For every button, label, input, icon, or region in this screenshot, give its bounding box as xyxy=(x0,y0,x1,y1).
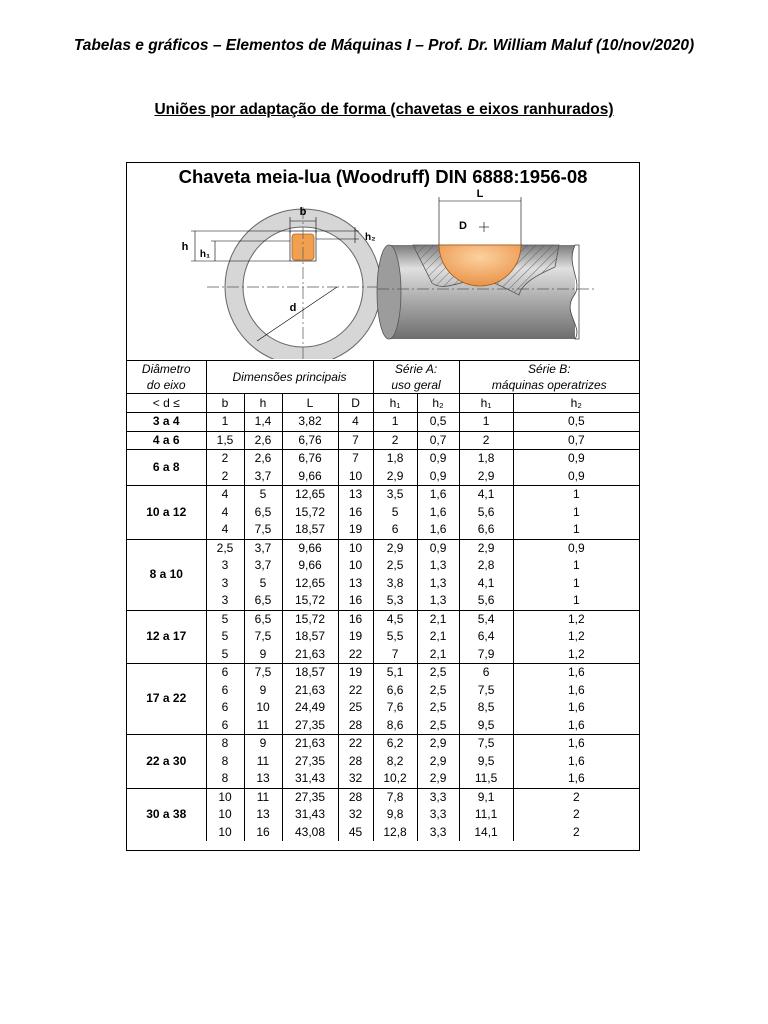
table-cell: 7,5 xyxy=(244,521,282,539)
diameter-range-cell: 4 a 6 xyxy=(152,432,180,447)
table-cell: 5 xyxy=(244,575,282,593)
table-cell: 9,66 xyxy=(282,539,338,557)
table-cell: 1,2 xyxy=(513,646,639,664)
table-cell: 1,3 xyxy=(417,557,459,575)
table-cell: 2 xyxy=(513,806,639,824)
table-cell: 24,49 xyxy=(282,699,338,717)
diameter-range-cell: 17 a 22 xyxy=(146,691,187,706)
table-cell: 28 xyxy=(338,788,373,806)
table-cell: 9 xyxy=(244,682,282,700)
table-cell: 18,57 xyxy=(282,664,338,682)
label-d: d xyxy=(289,302,297,314)
table-cell: 8 xyxy=(206,735,244,753)
diameter-range-cell: 6 a 8 xyxy=(152,459,180,474)
document-header: Tabelas e gráficos – Elementos de Máquinas I – Prof. Dr. William Maluf (10/nov/2020) xyxy=(73,37,695,54)
table-cell: 10 xyxy=(338,468,373,486)
table-cell: 5 xyxy=(373,504,417,522)
table-cell: 10 xyxy=(206,824,244,842)
table-cell: 1,6 xyxy=(417,504,459,522)
head-serie-a-line2: uso geral xyxy=(373,377,459,394)
table-cell: 5,1 xyxy=(373,664,417,682)
diameter-range-cell: 10 a 12 xyxy=(146,504,187,519)
table-cell: 45 xyxy=(338,824,373,842)
head-diameter-line2: do eixo xyxy=(146,378,186,392)
table-cell: 10 xyxy=(206,788,244,806)
table-cell: 7 xyxy=(338,431,373,450)
table-cell: 2,1 xyxy=(417,646,459,664)
table-cell: 11 xyxy=(244,717,282,735)
table-cell: 7,9 xyxy=(459,646,513,664)
table-cell: 31,43 xyxy=(282,806,338,824)
table-cell: 22 xyxy=(338,646,373,664)
diameter-range-cell: 30 a 38 xyxy=(146,807,187,821)
table-cell: 5,3 xyxy=(373,592,417,610)
table-cell: 9,1 xyxy=(459,788,513,806)
table-cell: 3,5 xyxy=(373,486,417,504)
table-cell: 0,5 xyxy=(513,413,639,432)
diameter-range-cell: 8 a 10 xyxy=(149,566,183,581)
table-cell: 1,6 xyxy=(513,664,639,682)
table-cell: 13 xyxy=(338,575,373,593)
table-cell: 9,5 xyxy=(459,753,513,771)
table-cell: 6 xyxy=(206,717,244,735)
table-cell: 7,8 xyxy=(373,788,417,806)
table-cell: 4,1 xyxy=(459,486,513,504)
table-cell: 27,35 xyxy=(282,788,338,806)
head-serie-b-line2: máquinas operatrizes xyxy=(459,377,639,394)
table-cell: 6,6 xyxy=(459,521,513,539)
symbol-cell: h₂ xyxy=(513,394,639,413)
table-cell: 13 xyxy=(244,770,282,788)
table-cell: 25 xyxy=(338,699,373,717)
table-cell: 16 xyxy=(244,824,282,842)
table-cell: 1,6 xyxy=(513,682,639,700)
symbol-cell: h₂ xyxy=(417,394,459,413)
table-cell: 4,5 xyxy=(373,610,417,628)
table-cell: 13 xyxy=(244,806,282,824)
table-cell: 4 xyxy=(338,413,373,432)
symbol-cell: L xyxy=(282,394,338,413)
table-cell: 8,2 xyxy=(373,753,417,771)
table-cell: 2,9 xyxy=(373,468,417,486)
table-cell: 7 xyxy=(338,450,373,468)
table-cell: 1 xyxy=(206,413,244,432)
table-cell: 3,3 xyxy=(417,824,459,842)
table-cell: 7,5 xyxy=(459,682,513,700)
table-cell: 4 xyxy=(206,521,244,539)
table-cell: 2,9 xyxy=(373,539,417,557)
table-cell: 1,6 xyxy=(417,486,459,504)
table-cell: 1 xyxy=(513,557,639,575)
table-cell: 2,1 xyxy=(417,628,459,646)
table-row xyxy=(127,664,639,682)
table-cell: 5 xyxy=(206,628,244,646)
table-cell: 2 xyxy=(206,468,244,486)
table-cell: 10 xyxy=(338,539,373,557)
table-cell: 0,9 xyxy=(513,450,639,468)
diameter-range-cell: 3 a 4 xyxy=(152,414,180,428)
table-cell: 10 xyxy=(244,699,282,717)
table-cell: 2,1 xyxy=(417,610,459,628)
table-cell: 11,1 xyxy=(459,806,513,824)
table-cell: 16 xyxy=(338,592,373,610)
table-cell: 3,3 xyxy=(417,788,459,806)
table-cell: 1,2 xyxy=(513,610,639,628)
table-cell: 3,7 xyxy=(244,468,282,486)
woodruff-key-dimension-table xyxy=(127,360,639,841)
table-cell: 1,5 xyxy=(206,431,244,450)
table-row xyxy=(127,788,639,806)
table-cell: 9,66 xyxy=(282,468,338,486)
table-cell: 4 xyxy=(206,486,244,504)
table-cell: 32 xyxy=(338,806,373,824)
table-cell: 19 xyxy=(338,628,373,646)
table-cell: 6,76 xyxy=(282,431,338,450)
table-cell: 1,6 xyxy=(513,770,639,788)
table-cell: 16 xyxy=(338,504,373,522)
table-row xyxy=(127,486,639,504)
table-cell: 1 xyxy=(513,504,639,522)
table-cell: 0,9 xyxy=(417,450,459,468)
symbol-cell: h xyxy=(244,394,282,413)
table-cell: 1 xyxy=(513,575,639,593)
table-cell: 1 xyxy=(459,413,513,432)
table-cell: 43,08 xyxy=(282,824,338,842)
table-cell: 22 xyxy=(338,735,373,753)
table-cell: 6,2 xyxy=(373,735,417,753)
table-cell: 5,6 xyxy=(459,592,513,610)
table-cell: 3,7 xyxy=(244,557,282,575)
symbol-cell: b xyxy=(206,394,244,413)
table-cell: 31,43 xyxy=(282,770,338,788)
table-cell: 6,5 xyxy=(244,592,282,610)
table-cell: 14,1 xyxy=(459,824,513,842)
table-cell: 8 xyxy=(206,770,244,788)
table-cell: 6 xyxy=(206,664,244,682)
table-cell: 18,57 xyxy=(282,521,338,539)
label-D: D xyxy=(459,220,467,232)
table-cell: 1 xyxy=(513,486,639,504)
table-cell: 19 xyxy=(338,664,373,682)
table-cell: 1 xyxy=(513,521,639,539)
table-cell: 13 xyxy=(338,486,373,504)
table-row xyxy=(127,539,639,557)
table-cell: 3,82 xyxy=(282,413,338,432)
table-cell: 1 xyxy=(513,592,639,610)
table-cell: 2,9 xyxy=(417,753,459,771)
table-cell: 9 xyxy=(244,735,282,753)
symbol-cell: D xyxy=(338,394,373,413)
label-h1: h₁ xyxy=(199,249,211,260)
table-cell: 10 xyxy=(338,557,373,575)
label-b: b xyxy=(299,206,307,218)
table-cell: 28 xyxy=(338,753,373,771)
table-cell: 21,63 xyxy=(282,735,338,753)
table-cell: 3 xyxy=(206,575,244,593)
table-cell: 5,5 xyxy=(373,628,417,646)
shaft-side-view xyxy=(377,188,595,339)
table-cell: 32 xyxy=(338,770,373,788)
table-cell: 27,35 xyxy=(282,717,338,735)
table-cell: 19 xyxy=(338,521,373,539)
table-cell: 0,9 xyxy=(417,468,459,486)
label-h2: h₂ xyxy=(365,232,376,243)
table-cell: 1 xyxy=(373,413,417,432)
table-cell: 10 xyxy=(206,806,244,824)
table-cell: 2 xyxy=(459,431,513,450)
table-cell: 7,6 xyxy=(373,699,417,717)
table-cell: 18,57 xyxy=(282,628,338,646)
table-cell: 0,7 xyxy=(513,431,639,450)
head-diameter-line1: Diâmetro xyxy=(141,362,191,376)
table-cell: 2,5 xyxy=(373,557,417,575)
table-cell: 2,8 xyxy=(459,557,513,575)
table-cell: 8 xyxy=(206,753,244,771)
table-cell: 8,6 xyxy=(373,717,417,735)
table-cell: 1,6 xyxy=(417,521,459,539)
table-cell: 7,5 xyxy=(244,628,282,646)
section-title: Uniões por adaptação de forma (chavetas e eixos ranhurados) xyxy=(154,101,614,118)
table-cell: 10,2 xyxy=(373,770,417,788)
table-cell: 6 xyxy=(206,699,244,717)
table-cell: 2 xyxy=(513,788,639,806)
table-cell: 2,9 xyxy=(459,468,513,486)
table-cell: 2,5 xyxy=(417,682,459,700)
table-cell: 21,63 xyxy=(282,646,338,664)
table-cell: 16 xyxy=(338,610,373,628)
table-cell: 6,5 xyxy=(244,504,282,522)
table-cell: 9,5 xyxy=(459,717,513,735)
table-cell: 0,9 xyxy=(513,468,639,486)
table-cell: 6,76 xyxy=(282,450,338,468)
table-cell: 0,5 xyxy=(417,413,459,432)
table-cell: 11,5 xyxy=(459,770,513,788)
symbol-cell: h₁ xyxy=(373,394,417,413)
table-cell: 2 xyxy=(373,431,417,450)
head-serie-b-line1: Série B: xyxy=(459,361,639,378)
table-cell: 7 xyxy=(373,646,417,664)
table-cell: 8,5 xyxy=(459,699,513,717)
table-cell: 0,7 xyxy=(417,431,459,450)
table-cell: 15,72 xyxy=(282,592,338,610)
table-cell: 6,5 xyxy=(244,610,282,628)
table-cell: 15,72 xyxy=(282,610,338,628)
table-cell: 6 xyxy=(206,682,244,700)
table-cell: 1,8 xyxy=(373,450,417,468)
diameter-range-cell: 12 a 17 xyxy=(146,629,187,643)
table-cell: 4,1 xyxy=(459,575,513,593)
table-cell: 1,2 xyxy=(513,628,639,646)
table-row xyxy=(127,735,639,753)
label-h: h xyxy=(181,241,189,253)
table-cell: 2,5 xyxy=(206,539,244,557)
table-cell: 6 xyxy=(373,521,417,539)
symbol-cell: < d ≤ xyxy=(127,394,206,413)
table-cell: 28 xyxy=(338,717,373,735)
table-cell: 11 xyxy=(244,788,282,806)
symbol-cell: h₁ xyxy=(459,394,513,413)
table-cell: 9,66 xyxy=(282,557,338,575)
table-cell: 5,4 xyxy=(459,610,513,628)
symbol-row xyxy=(127,394,639,413)
table-cell: 1,8 xyxy=(459,450,513,468)
woodruff-key-diagram xyxy=(127,187,639,359)
table-row xyxy=(127,450,639,468)
table-cell: 3 xyxy=(206,557,244,575)
table-cell: 2 xyxy=(513,824,639,842)
table-cell: 3 xyxy=(206,592,244,610)
head-serie-a-line1: Série A: xyxy=(373,361,459,378)
table-cell: 12,65 xyxy=(282,486,338,504)
table-cell: 1,6 xyxy=(513,753,639,771)
table-cell: 1,3 xyxy=(417,575,459,593)
table-cell: 21,63 xyxy=(282,682,338,700)
table-cell: 1,6 xyxy=(513,717,639,735)
key-table-title: Chaveta meia-lua (Woodruff) DIN 6888:1956-08 xyxy=(178,166,588,187)
table-cell: 7,5 xyxy=(459,735,513,753)
table-cell: 1,6 xyxy=(513,735,639,753)
table-cell: 2,9 xyxy=(417,735,459,753)
table-cell: 2,5 xyxy=(417,664,459,682)
table-cell: 6 xyxy=(459,664,513,682)
table-cell: 2,5 xyxy=(417,699,459,717)
table-cell: 6,6 xyxy=(373,682,417,700)
table-cell: 5 xyxy=(206,646,244,664)
table-cell: 2,9 xyxy=(459,539,513,557)
table-cell: 9 xyxy=(244,646,282,664)
table-cell: 3,7 xyxy=(244,539,282,557)
table-cell: 11 xyxy=(244,753,282,771)
table-row xyxy=(127,610,639,628)
table-cell: 2 xyxy=(206,450,244,468)
table-cell: 0,9 xyxy=(417,539,459,557)
table-cell: 22 xyxy=(338,682,373,700)
table-cell: 4 xyxy=(206,504,244,522)
table-cell: 2,6 xyxy=(244,450,282,468)
table-cell: 12,8 xyxy=(373,824,417,842)
table-cell: 1,3 xyxy=(417,592,459,610)
woodruff-key-table-frame xyxy=(126,162,640,851)
table-cell: 5,6 xyxy=(459,504,513,522)
table-cell: 5 xyxy=(206,610,244,628)
table-cell: 15,72 xyxy=(282,504,338,522)
table-cell: 0,9 xyxy=(513,539,639,557)
head-dimensions: Dimensões principais xyxy=(206,361,373,394)
table-cell: 3,3 xyxy=(417,806,459,824)
table-cell: 27,35 xyxy=(282,753,338,771)
table-cell: 9,8 xyxy=(373,806,417,824)
table-cell: 7,5 xyxy=(244,664,282,682)
table-cell: 2,6 xyxy=(244,431,282,450)
table-cell: 2,5 xyxy=(417,717,459,735)
table-cell: 1,4 xyxy=(244,413,282,432)
table-row xyxy=(127,413,639,432)
label-L: L xyxy=(476,188,484,200)
table-cell: 5 xyxy=(244,486,282,504)
table-cell: 12,65 xyxy=(282,575,338,593)
table-cell: 2,9 xyxy=(417,770,459,788)
table-row xyxy=(127,431,639,450)
table-cell: 6,4 xyxy=(459,628,513,646)
table-cell: 1,6 xyxy=(513,699,639,717)
table-cell: 3,8 xyxy=(373,575,417,593)
diameter-range-cell: 22 a 30 xyxy=(146,753,187,768)
